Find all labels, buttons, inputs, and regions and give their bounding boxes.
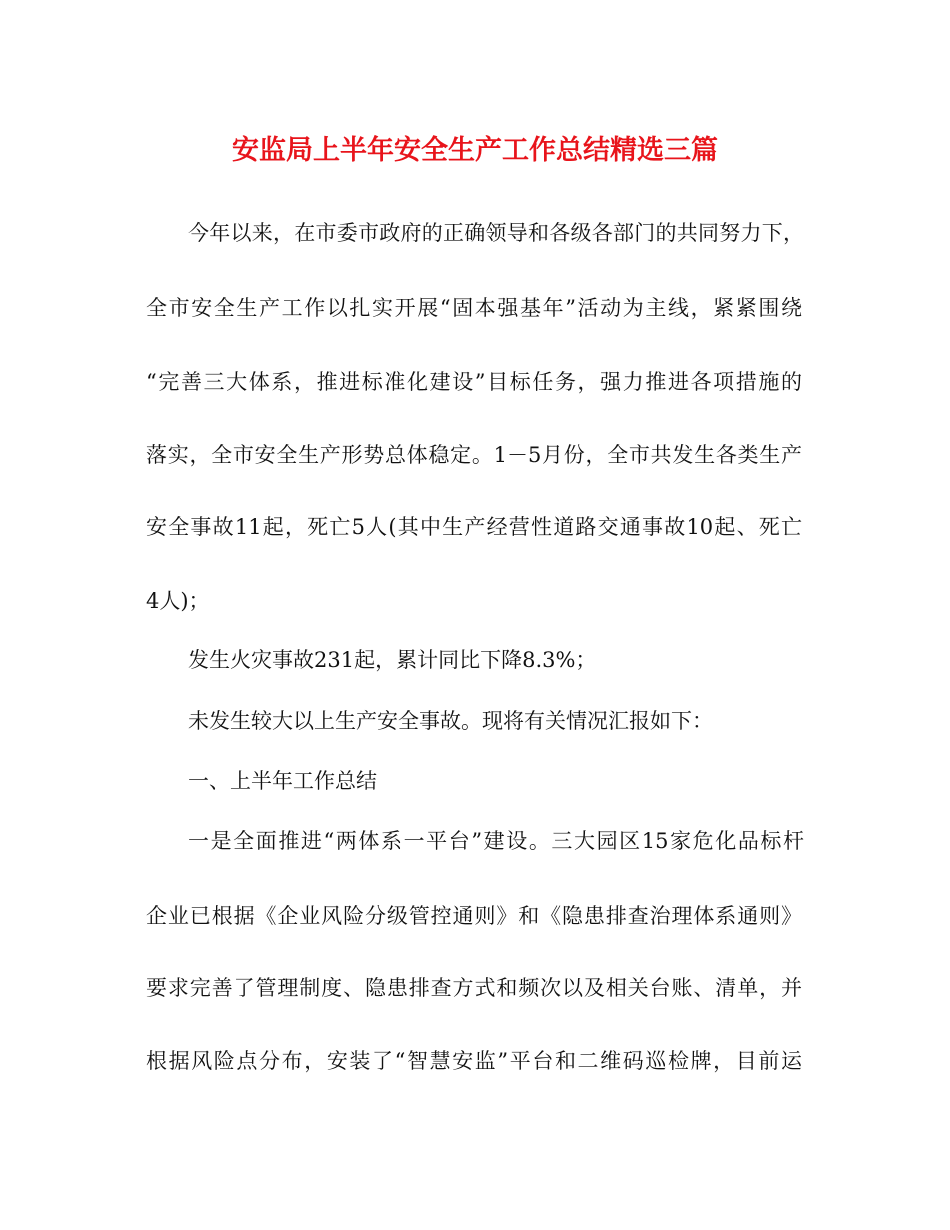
paragraph-line: 未发生较大以上生产安全事故。现将有关情况汇报如下： — [188, 709, 713, 733]
paragraph-line: 发生火灾事故231起，累计同比下降8.3%； — [188, 648, 597, 672]
paragraph-line: 安全事故11起，死亡5人(其中生产经营性道路交通事故10起、死亡 — [146, 515, 802, 539]
paragraph-line: 一是全面推进“两体系一平台”建设。三大园区15家危化品标杆 — [188, 829, 804, 853]
paragraph-line: 企业已根据《企业风险分级管控通则》和《隐患排查治理体系通则》 — [146, 904, 802, 928]
paragraph-line: 落实，全市安全生产形势总体稳定。1－5月份，全市共发生各类生产 — [146, 443, 802, 467]
paragraph-line: 全市安全生产工作以扎实开展“固本强基年”活动为主线，紧紧围绕 — [146, 296, 802, 320]
document-title: 安监局上半年安全生产工作总结精选三篇 — [232, 135, 718, 166]
paragraph-line: 今年以来，在市委市政府的正确领导和各级各部门的共同努力下， — [188, 221, 804, 245]
section-heading: 一、上半年工作总结 — [188, 769, 377, 793]
paragraph-line: “完善三大体系，推进标准化建设”目标任务，强力推进各项措施的 — [146, 370, 802, 394]
paragraph-line: 4人)； — [146, 589, 210, 613]
paragraph-line: 根据风险点分布，安装了“智慧安监”平台和二维码巡检牌，目前运 — [146, 1049, 802, 1073]
paragraph-line: 要求完善了管理制度、隐患排查方式和频次以及相关台账、清单，并 — [146, 976, 802, 1000]
